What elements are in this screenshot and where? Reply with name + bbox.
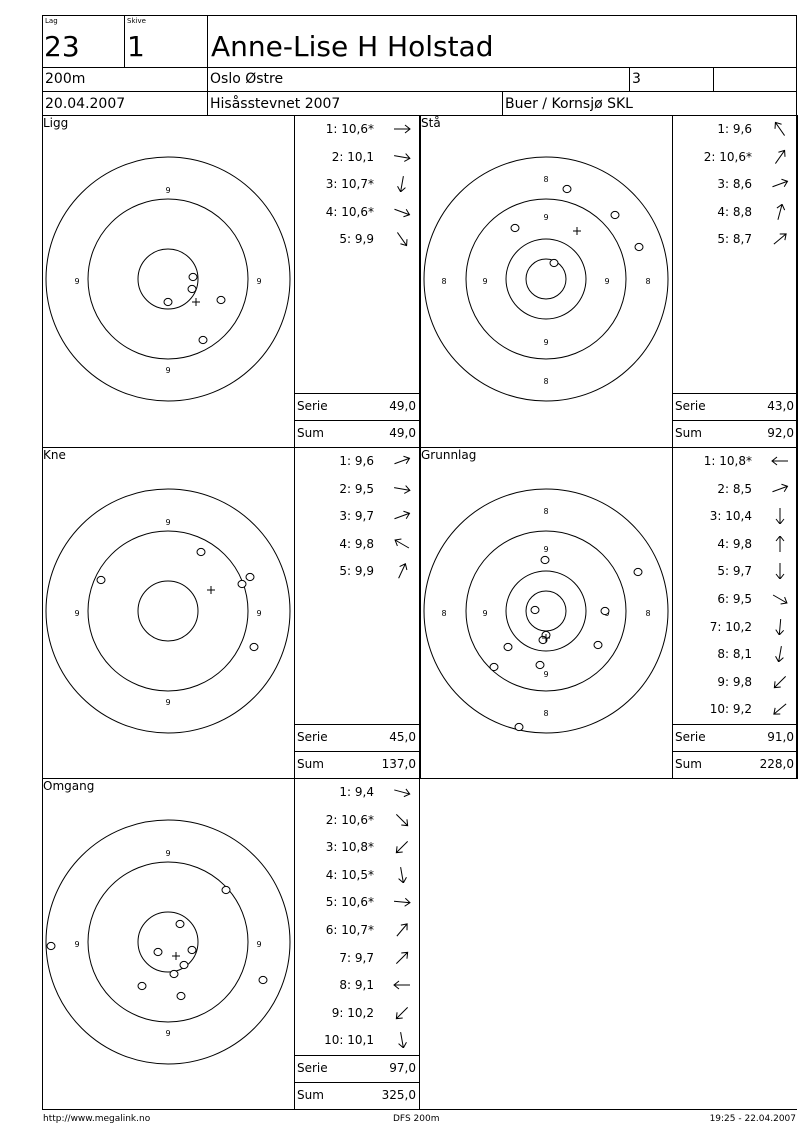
ring-label: 9 [543,670,549,679]
shot-direction-arrow-icon [391,1005,413,1021]
date: 20.04.2007 [45,96,126,112]
shot-row [295,176,419,192]
panel-title: Omgang [43,779,95,793]
shot-hole [594,641,602,648]
ring-label: 9 [256,277,262,286]
sum-row [673,420,796,446]
shot-hole [536,661,544,668]
shot-direction-arrow-icon [391,867,413,883]
shot-row [295,1032,419,1048]
panel-title: Ligg [43,116,69,130]
shot-value: 2: 8,5 [717,481,752,496]
shot-row [295,1005,419,1021]
sum-row [673,751,796,777]
footer-program: DFS 200m [393,1114,440,1124]
shot-direction-arrow-icon [391,453,413,469]
shot-value: 6: 10,7* [325,923,374,937]
ring-label: 9 [165,366,171,375]
shot-row [673,563,797,579]
shot-hole [541,556,549,563]
ring-label: 9 [543,545,549,554]
serie-row [673,724,796,750]
shot-value: 10: 10,1 [324,1033,374,1048]
target-diagram [420,115,672,447]
shot-row [673,674,797,690]
shot-row [673,619,797,635]
shot-row [673,701,797,717]
shot-direction-arrow-icon [769,204,791,220]
center-of-group-marker [207,586,215,594]
shot-direction-arrow-icon [769,701,791,717]
class-value: 3 [632,71,641,87]
shot-hole [601,607,609,614]
ring-label: 9 [256,940,262,949]
shot-row [295,977,419,993]
shot-hole [515,723,523,730]
sum-value: 325,0 [381,1088,416,1102]
shot-value: 1: 10,6* [325,122,374,136]
shot-hole [563,185,571,192]
club-name: Oslo Østre [210,71,284,87]
shot-hole [97,576,105,583]
serie-value: 97,0 [389,1061,416,1075]
ring-label: 9 [165,518,171,527]
shot-hole [490,663,498,670]
ring-label: 8 [543,175,549,184]
shot-hole [199,336,207,343]
ring-label: 9 [256,609,262,618]
shot-row [673,121,797,137]
ring-label: 9 [482,277,488,286]
shot-hole [188,946,196,953]
shot-direction-arrow-icon [769,563,791,579]
serie-label: Serie [297,730,328,744]
footer-url: http://www.megalink.no [43,1114,151,1124]
shot-row [295,839,419,855]
shot-value: 5: 8,7 [717,232,752,247]
sum-row [295,751,418,777]
shot-value: 4: 8,8 [717,204,752,219]
sum-value: 228,0 [759,757,794,771]
shot-hole [217,296,225,303]
shot-hole [177,992,185,999]
shot-hole [611,211,619,218]
shot-row [295,453,419,469]
shot-row [673,231,797,247]
shot-value: 4: 10,6* [325,204,374,219]
shot-hole [47,942,55,949]
shot-value: 1: 10,8* [703,454,752,468]
shot-row [295,784,419,800]
shot-direction-arrow-icon [391,481,413,497]
shot-value: 7: 10,2 [709,619,752,634]
ring-label: 9 [74,609,80,618]
shot-value: 1: 9,6 [339,454,374,468]
serie-label: Serie [675,730,706,744]
shot-row [295,149,419,165]
sum-value: 137,0 [381,757,416,771]
shot-value: 5: 10,6* [325,895,374,910]
footer-timestamp: 19:25 - 22.04.2007 [709,1114,796,1124]
shot-direction-arrow-icon [769,121,791,137]
shot-hole [138,982,146,989]
shot-hole [250,643,258,650]
ring-label: 9 [604,277,610,286]
sum-row [295,420,418,446]
shot-hole [259,976,267,983]
sum-label: Sum [297,1088,324,1102]
lag-caption: Lag [45,17,58,25]
shot-direction-arrow-icon [391,536,413,552]
shot-row [295,867,419,883]
shot-value: 7: 9,7 [339,950,374,965]
shot-hole [504,643,512,650]
shot-value: 1: 9,6 [717,122,752,136]
shot-value: 1: 9,4 [339,785,374,799]
shot-row [295,204,419,220]
shot-direction-arrow-icon [769,508,791,524]
shot-value: 5: 9,7 [717,564,752,579]
serie-value: 91,0 [767,730,794,744]
shot-direction-arrow-icon [769,453,791,469]
serie-value: 49,0 [389,399,416,413]
shooter-name: Anne-Lise H Holstad [211,30,494,63]
shot-direction-arrow-icon [391,149,413,165]
shot-value: 2: 9,5 [339,481,374,496]
shot-row [295,950,419,966]
center-of-group-marker [172,952,180,960]
shot-direction-arrow-icon [391,508,413,524]
ring-label: 8 [645,277,651,286]
shot-value: 8: 9,1 [339,978,374,993]
target-diagram [42,115,294,447]
shot-value: 4: 9,8 [717,536,752,551]
target-ring [138,581,198,641]
target-diagram [420,447,672,778]
shot-hole [634,568,642,575]
shot-value: 4: 10,5* [325,867,374,882]
serie-label: Serie [297,1061,328,1075]
shot-hole [188,285,196,292]
sum-value: 49,0 [389,426,416,440]
shot-direction-arrow-icon [391,1032,413,1048]
shot-row [295,508,419,524]
target-ring [424,489,668,733]
shot-value: 2: 10,1 [331,149,374,164]
event-name: Hisåsstevnet 2007 [210,96,341,112]
shot-direction-arrow-icon [391,977,413,993]
shot-direction-arrow-icon [769,646,791,662]
shot-direction-arrow-icon [391,950,413,966]
shot-hole [238,580,246,587]
ring-label: 9 [165,1029,171,1038]
shot-hole [164,298,172,305]
shot-hole [246,573,254,580]
shot-direction-arrow-icon [769,231,791,247]
ring-label: 9 [482,609,488,618]
shot-value: 4: 9,8 [339,536,374,551]
shot-value: 3: 9,7 [339,509,374,524]
shot-hole [189,273,197,280]
shot-value: 10: 9,2 [709,702,752,717]
shot-row [673,204,797,220]
serie-row [295,393,418,419]
panel-title: Kne [43,448,66,462]
sum-value: 92,0 [767,426,794,440]
shot-direction-arrow-icon [769,536,791,552]
target-ring [526,259,566,299]
target-ring [88,862,248,1022]
skive-caption: Skive [127,17,146,25]
sum-label: Sum [675,757,702,771]
shot-row [295,894,419,910]
ring-label: 8 [543,507,549,516]
shot-hole [635,243,643,250]
shot-direction-arrow-icon [391,176,413,192]
shot-direction-arrow-icon [769,176,791,192]
target-ring [88,531,248,691]
shot-row [673,453,797,469]
shot-value: 3: 10,7* [325,177,374,192]
shot-value: 2: 10,6* [703,149,752,164]
shot-direction-arrow-icon [769,481,791,497]
distance: 200m [45,71,86,87]
shot-value: 3: 10,4 [709,509,752,524]
shot-value: 9: 10,2 [331,1005,374,1020]
serie-label: Serie [675,399,706,413]
target-ring [138,912,198,972]
organizer: Buer / Kornsjø SKL [505,96,633,112]
ring-label: 9 [165,698,171,707]
lag-number: 23 [44,30,80,63]
shot-direction-arrow-icon [391,231,413,247]
shot-hole [180,961,188,968]
shot-row [295,121,419,137]
ring-label: 9 [74,940,80,949]
shot-value: 3: 10,8* [325,840,374,855]
shot-row [295,812,419,828]
sum-label: Sum [297,757,324,771]
shot-value: 2: 10,6* [325,812,374,827]
skive-number: 1 [127,30,145,63]
serie-row [673,393,796,419]
shot-hole [531,606,539,613]
shot-direction-arrow-icon [769,674,791,690]
sum-label: Sum [297,426,324,440]
target-ring [88,199,248,359]
panel-title: Grunnlag [421,448,477,462]
ring-label: 9 [543,338,549,347]
shot-row [295,922,419,938]
shot-value: 9: 9,8 [717,674,752,689]
shot-direction-arrow-icon [769,591,791,607]
target-ring [424,157,668,401]
serie-value: 45,0 [389,730,416,744]
shot-hole [550,259,558,266]
ring-label: 9 [543,213,549,222]
shot-row [673,149,797,165]
serie-row [295,724,418,750]
shot-value: 5: 9,9 [339,564,374,579]
ring-label: 8 [441,609,447,618]
shot-direction-arrow-icon [391,812,413,828]
shot-direction-arrow-icon [391,121,413,137]
sum-row [295,1082,418,1108]
shot-hole [176,920,184,927]
shot-value: 6: 9,5 [717,592,752,606]
shot-row [295,563,419,579]
shot-row [673,481,797,497]
shot-direction-arrow-icon [391,839,413,855]
shot-value: 3: 8,6 [717,177,752,192]
serie-label: Serie [297,399,328,413]
shot-direction-arrow-icon [391,204,413,220]
center-of-group-marker [192,298,200,306]
shot-value: 8: 8,1 [717,647,752,662]
shot-row [673,646,797,662]
shot-direction-arrow-icon [391,922,413,938]
ring-label: 9 [165,186,171,195]
center-of-group-marker [573,227,581,235]
shot-hole [511,224,519,231]
shot-row [673,536,797,552]
shot-hole [170,970,178,977]
ring-label: 8 [543,709,549,718]
serie-row [295,1055,418,1081]
shot-row [673,508,797,524]
sum-label: Sum [675,426,702,440]
shot-direction-arrow-icon [391,563,413,579]
shot-value: 5: 9,9 [339,232,374,247]
ring-label: 8 [645,609,651,618]
target-diagram [42,447,294,778]
panel-title: Stå [421,116,441,130]
shot-row [295,231,419,247]
shot-hole [197,548,205,555]
target-ring [466,199,626,359]
shot-direction-arrow-icon [769,149,791,165]
shot-hole [154,948,162,955]
ring-label: 9 [74,277,80,286]
shot-hole [222,886,230,893]
ring-label: 8 [543,377,549,386]
shot-row [295,481,419,497]
shot-row [295,536,419,552]
ring-label: 9 [165,849,171,858]
shot-direction-arrow-icon [769,619,791,635]
target-ring [506,239,586,319]
shot-row [673,591,797,607]
serie-value: 43,0 [767,399,794,413]
shot-direction-arrow-icon [391,784,413,800]
shot-row [673,176,797,192]
target-diagram [42,778,294,1109]
ring-label: 8 [441,277,447,286]
shot-direction-arrow-icon [391,894,413,910]
